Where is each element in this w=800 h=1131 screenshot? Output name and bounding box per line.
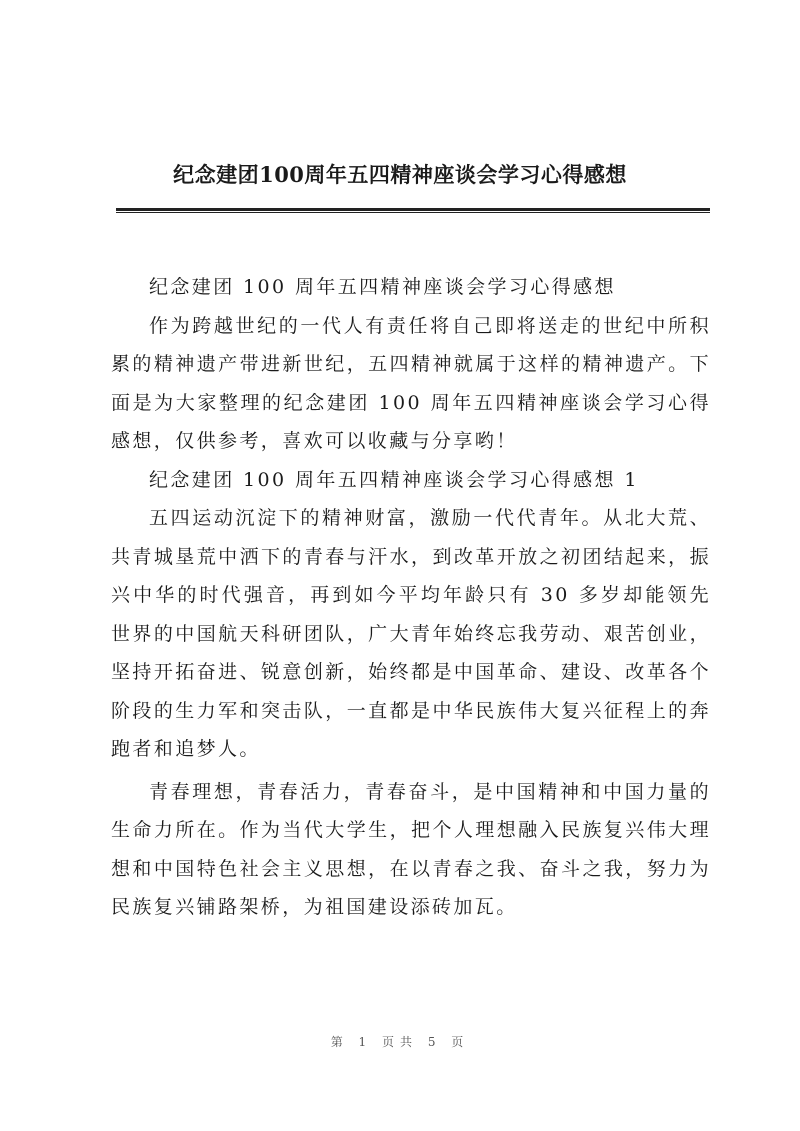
paragraph-subtitle: 纪念建团 100 周年五四精神座谈会学习心得感想: [149, 276, 616, 298]
paragraph-section-heading: 纪念建团 100 周年五四精神座谈会学习心得感想 1: [149, 468, 639, 491]
paragraph-body-1: 五四运动沉淀下的精神财富，激励一代代青年。从北大荒、共青城垦荒中洒下的青春与汗水，到改革开放之初团结起来，振兴中华的时代强音，再到如今平均年龄只有 30 多岁却能领先世界的中国航天科研团队，广大青年始终忘我劳动、艰苦创业，坚持开拓奋进、锐意创新，始终都是中国革命、建设、改革各个阶段的生力军和突击队，一直都是中华民族伟大复兴征程上的奔跑者和追梦人。: [111, 507, 711, 760]
page-title: 纪念建团100周年五四精神座谈会学习心得感想: [173, 162, 627, 187]
document-body: [111, 268, 711, 927]
paragraph-body-2: 青春理想，青春活力，青春奋斗，是中国精神和中国力量的生命力所在。作为当代大学生，把个人理想融入民族复兴伟大理想和中国特色社会主义思想，在以青春之我、奋斗之我，努力为民族复兴铺路架桥，为祖国建设添砖加瓦。: [111, 780, 711, 918]
page-footer: 第 1 页共 5 页: [330, 1035, 470, 1049]
paragraph-intro: 作为跨越世纪的一代人有责任将自己即将送走的世纪中所积累的精神遗产带进新世纪，五四精神就属于这样的精神遗产。下面是为大家整理的纪念建团 100 周年五四精神座谈会学习心得感想，仅供参考，喜欢可以收藏与分享哟！: [111, 314, 711, 452]
title-underline: [116, 208, 710, 213]
